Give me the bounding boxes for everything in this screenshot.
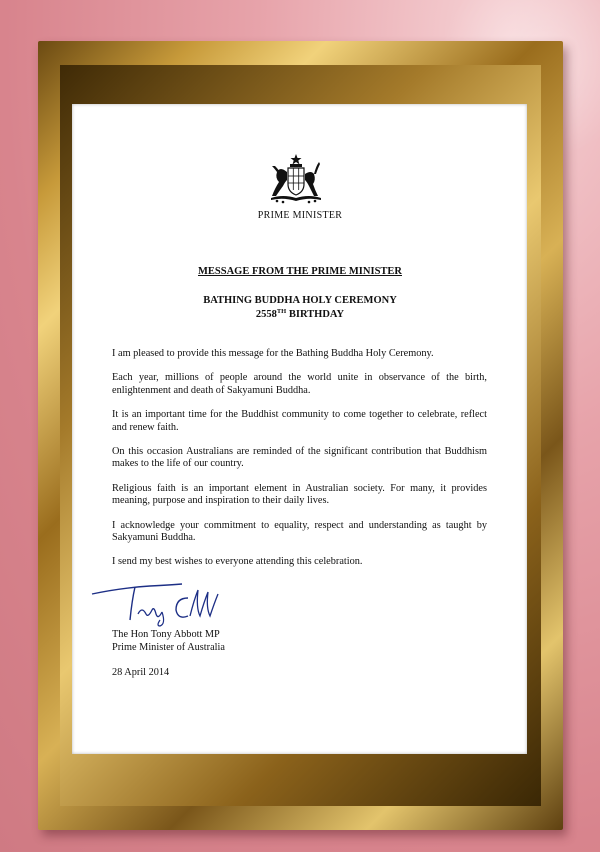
letter-body bbox=[112, 348, 487, 581]
birthday-suffix: TH bbox=[276, 308, 287, 315]
paragraph: I acknowledge your commitment to equality, respect and understanding as taught by Sakyamuni Buddha. bbox=[112, 519, 487, 544]
paragraph: I am pleased to provide this message for the Bathing Buddha Holy Ceremony. bbox=[112, 348, 434, 359]
paragraph: It is an important time for the Buddhist community to come together to celebrate, reflect and renew faith. bbox=[112, 409, 487, 433]
ceremony-title: BATHING BUDDHA HOLY CEREMONY bbox=[203, 295, 397, 306]
office-label: PRIME MINISTER bbox=[257, 210, 343, 221]
australian-coat-of-arms-icon bbox=[263, 152, 329, 206]
handwritten-signature bbox=[90, 580, 230, 628]
birthday-word: BIRTHDAY bbox=[286, 309, 345, 320]
letter-date: 28 April 2014 bbox=[112, 667, 170, 678]
birthday-title bbox=[0, 308, 600, 320]
message-heading: MESSAGE FROM THE PRIME MINISTER bbox=[198, 266, 402, 277]
paragraph: I send my best wishes to everyone attending this celebration. bbox=[112, 556, 363, 568]
paragraph: On this occasion Australians are reminded of the significant contribution that Buddhism makes to the life of our country. bbox=[112, 446, 487, 470]
signatory-name: The Hon Tony Abbott MP bbox=[112, 629, 220, 640]
paragraph: Each year, millions of people around the world unite in observance of the birth, enlightenment and death of Sakyamuni Buddha. bbox=[112, 372, 487, 396]
birthday-number: 2558 bbox=[255, 309, 277, 320]
paragraph: Religious faith is an important element in Australian society. For many, it provides meaning, purpose and inspiration to their daily lives. bbox=[112, 482, 487, 507]
signatory-role: Prime Minister of Australia bbox=[112, 641, 225, 653]
signatory-block bbox=[112, 629, 225, 654]
